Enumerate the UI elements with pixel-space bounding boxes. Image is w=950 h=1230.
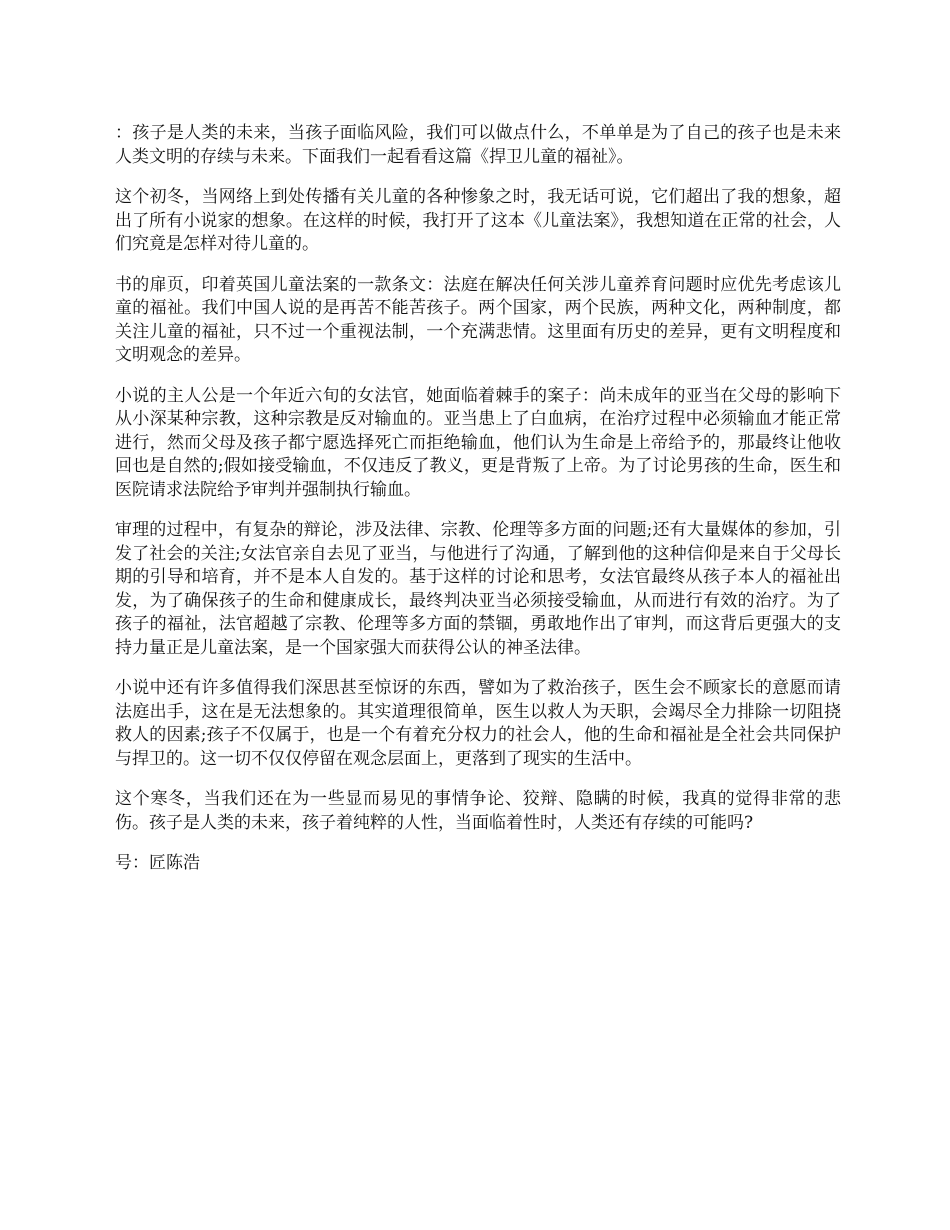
paragraph-title-page: 书的扉页，印着英国儿童法案的一款条文：法庭在解决任何关涉儿童养育问题时应优先考虑该儿童的福祉。我们中国人说的是再苦不能苦孩子。两个国家，两个民族，两种文化，两种制度，都关注儿童的福祉，只不过一个重视法制，一个充满悲情。这里面有历史的差异，更有文明程度和文明观念的差异。 [115, 274, 841, 365]
paragraph-reflection: 小说中还有许多值得我们深思甚至惊讶的东西，譬如为了救治孩子，医生会不顾家长的意愿而请法庭出手，这在是无法想象的。其实道理很简单，医生以救人为天职，会竭尽全力排除一切阻挠救人的因素;孩子不仅属于，也是一个有着充分权力的社会人，他的生命和福祉是全社会共同保护与捍卫的。这一切不仅仅停留在观念层面上，更落到了现实的生活中。 [115, 678, 841, 769]
paragraph-cold-winter: 这个寒冬，当我们还在为一些显而易见的事情争论、狡辩、隐瞒的时候，我真的觉得非常的悲伤。孩子是人类的未来，孩子着纯粹的人性，当面临着性时，人类还有存续的可能吗? [115, 789, 841, 833]
paragraph-intro: ：孩子是人类的未来，当孩子面临风险，我们可以做点什么，不单单是为了自己的孩子也是未来人类文明的存续与未来。下面我们一起看看这篇《捍卫儿童的福祉》。 [115, 123, 841, 167]
paragraph-protagonist: 小说的主人公是一个年近六旬的女法官，她面临着棘手的案子：尚未成年的亚当在父母的影响下从小深某种宗教，这种宗教是反对输血的。亚当患上了白血病，在治疗过程中必须输血才能正常进行，然而父母及孩子都宁愿选择死亡而拒绝输血，他们认为生命是上帝给予的，那最终让他收回也是自然的;假如接受输血，不仅违反了教义，更是背叛了上帝。为了讨论男孩的生命，医生和医院请求法院给予审判并强制执行输血。 [115, 385, 841, 500]
paragraph-early-winter: 这个初冬，当网络上到处传播有关儿童的各种惨象之时，我无话可说，它们超出了我的想象，超出了所有小说家的想象。在这样的时候，我打开了这本《儿童法案》，我想知道在正常的社会，人们究竟是怎样对待儿童的。 [115, 187, 841, 254]
paragraph-trial: 审理的过程中，有复杂的辩论，涉及法律、宗教、伦理等多方面的问题;还有大量媒体的参加，引发了社会的关注;女法官亲自去见了亚当，与他进行了沟通，了解到他的这种信仰是来自于父母长期的引导和培育，并不是本人自发的。基于这样的讨论和思考，女法官最终从孩子本人的福祉出发，为了确保孩子的生命和健康成长，最终判决亚当必须接受输血，从而进行有效的治疗。为了孩子的福祉，法官超越了宗教、伦理等多方面的禁锢，勇敢地作出了审判，而这背后更强大的支持力量正是儿童法案，是一个国家强大而获得公认的神圣法律。 [115, 520, 841, 658]
document-body [115, 122, 841, 876]
author-signature: 号：匠陈浩 [115, 853, 200, 873]
